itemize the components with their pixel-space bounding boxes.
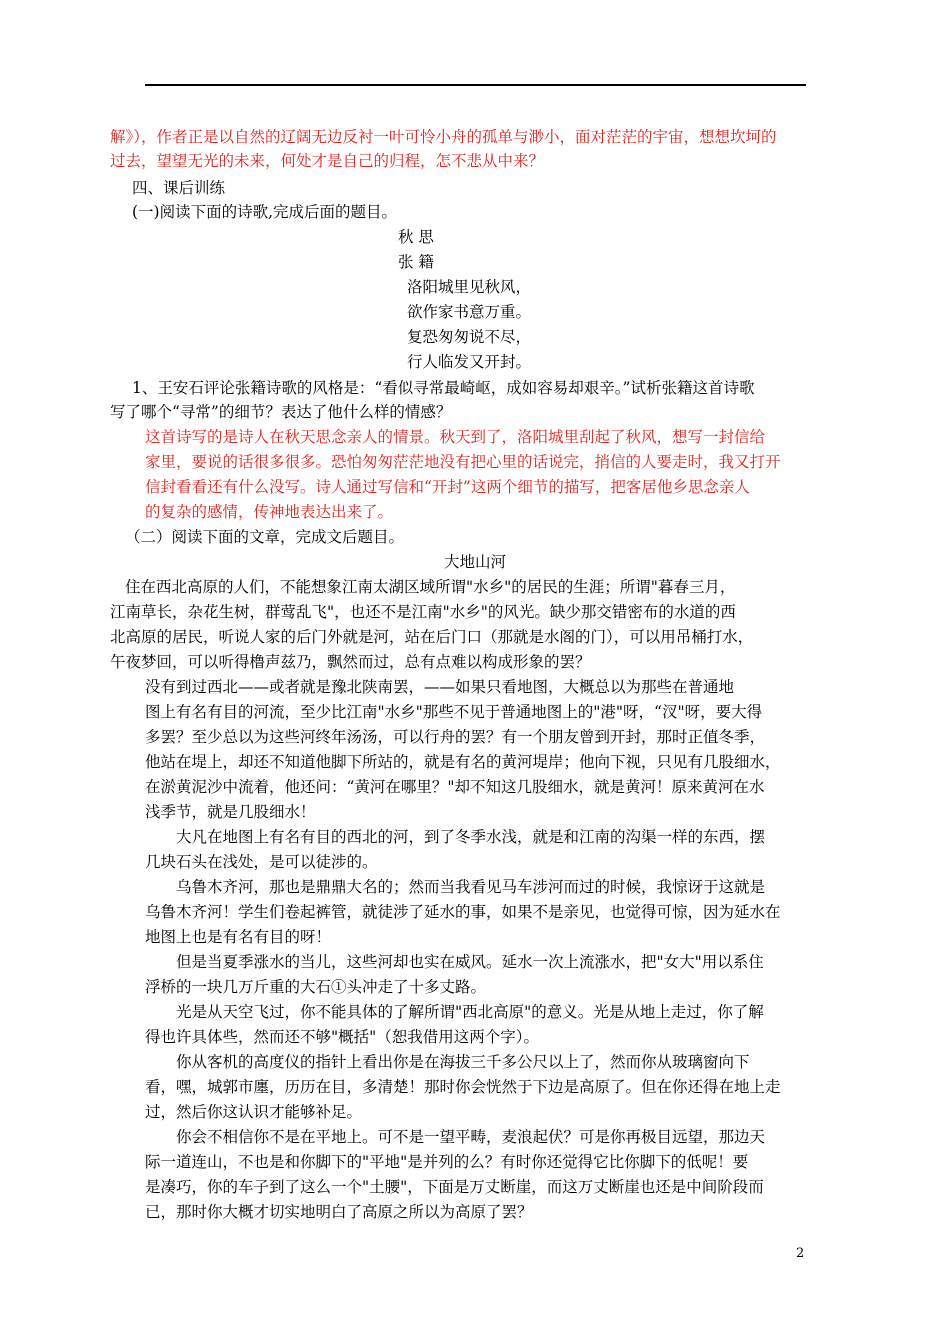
article-line: 午夜梦回，可以听得橹声兹乃，飘然而过，总有点难以构成形象的罢？ (110, 653, 591, 671)
header-rule (145, 84, 806, 86)
article-line: 浮桥的一块几万斤重的大石①头冲走了十多丈路。 (145, 978, 487, 996)
article-line: 地图上也是有名有目的呀！ (145, 928, 332, 946)
article-line: 他站在堤上，却还不知道他脚下所站的，就是有名的黄河堤岸；他向下视，只见有几股细水， (145, 753, 781, 771)
section-heading: 四、课后训练 (132, 179, 226, 197)
article-line: 际一道连山，不也是和你脚下的"平地"是并列的么？有时你还觉得它比你脚下的低呢！要 (145, 1153, 749, 1171)
part-intro: （二）阅读下面的文章，完成文后题目。 (125, 528, 405, 546)
article-line: 几块石头在浅处，是可以徒涉的。 (145, 853, 378, 871)
article-line: 是凑巧，你的车子到了这么一个"土腰"，下面是万丈断崖，而这万丈断崖也还是中间阶段而 (145, 1178, 764, 1196)
article-line: 过，然后你这认识才能够补足。 (145, 1103, 363, 1121)
article-line: 大凡在地图上有名有目的西北的河，到了冬季水浅，就是和江南的沟渠一样的东西，摆 (176, 828, 766, 846)
article-line: 江南草长，杂花生树，群莺乱飞"，也还不是江南"水乡"的风光。缺少那交错密布的水道的西 (110, 603, 736, 621)
answer-text-line: 解》），作者正是以自然的辽阔无边反衬一叶可怜小舟的孤单与渺小，面对茫茫的宇宙，想想坎坷的 (110, 128, 777, 146)
article-title: 大地山河 (443, 553, 506, 571)
article-line: 在淤黄泥沙中流着，他还问：“黄河在哪里？"却不知这几股细水，就是黄河！原来黄河在水 (145, 778, 765, 796)
article-line: 但是当夏季涨水的当儿，这些河却也实在威风。延水一次上流涨水，把"女大"用以系住 (176, 953, 764, 971)
article-line: 你从客机的高度仪的指针上看出你是在海拔三千多公尺以上了，然而你从玻璃窗向下 (176, 1053, 750, 1071)
article-line: 看，嘿，城郭市廛，历历在目，多清楚！那时你会恍然于下边是高原了。但在你还得在地上走 (145, 1078, 781, 1096)
article-line: 多罢？至少总以为这些河终年汤汤，可以行舟的罢？有一个朋友曾到开封，那时正值冬季， (145, 728, 766, 746)
answer-line: 的复杂的感情，传神地表达出来了。 (145, 503, 394, 521)
page-number: 2 (796, 1246, 805, 1261)
article-line: 乌鲁木齐河！学生们卷起裤管，就徒涉了延水的事，如果不是亲见，也觉得可惊，因为延水在 (145, 903, 781, 921)
answer-line: 家里，要说的话很多很多。恐怕匆匆茫茫地没有把心里的话说完，捎信的人要走时，我又打开 (145, 453, 781, 471)
poem-author: 张 籍 (398, 253, 434, 271)
article-line: 你会不相信你不是在平地上。可不是一望平畴，麦浪起伏？可是你再极目远望，那边天 (176, 1128, 766, 1146)
article-line: 已，那时你大概才切实地明白了高原之所以为高原了罢？ (145, 1203, 533, 1221)
article-line: 光是从天空飞过，你不能具体的了解所谓"西北高原"的意义。光是从地上走过，你了解 (176, 1003, 764, 1021)
poem-title: 秋 思 (398, 228, 434, 246)
poem-line: 欲作家书意万重。 (407, 303, 532, 321)
poem-line: 复恐匆匆说不尽， (407, 328, 532, 346)
question-line: 写了哪个“寻常”的细节？表达了他什么样的情感？ (110, 403, 452, 421)
article-line: 得也许具体些，然而还不够"概括"（恕我借用这两个字）。 (145, 1028, 540, 1046)
answer-line: 这首诗写的是诗人在秋天思念亲人的情景。秋天到了，洛阳城里刮起了秋风，想写一封信给 (145, 428, 766, 446)
article-line: 图上有名有目的河流，至少比江南"水乡"那些不见于普通地图上的"港"呀，“汊"呀，要大得 (145, 703, 763, 721)
answer-text-line: 过去，望望无光的未来，何处才是自己的归程，怎不悲从中来？ (110, 152, 545, 170)
part-intro: (一)阅读下面的诗歌,完成后面的题目。 (132, 203, 398, 221)
article-line: 乌鲁木齐河，那也是鼎鼎大名的；然而当我看见马车涉河而过的时候，我惊讶于这就是 (176, 878, 766, 896)
article-line: 住在西北高原的人们，不能想象江南太湖区域所谓"水乡"的居民的生涯；所谓"暮春三月， (125, 578, 736, 596)
poem-line: 洛阳城里见秋风， (407, 278, 532, 296)
question-line: 1、王安石评论张籍诗歌的风格是：“看似寻常最崎岖，成如容易却艰辛。”试析张籍这首诗歌 (132, 379, 755, 397)
poem-line: 行人临发又开封。 (407, 353, 532, 371)
article-line: 浅季节，就是几股细水！ (145, 803, 316, 821)
article-line: 没有到过西北——或者就是豫北陕南罢，——如果只看地图，大概总以为那些在普通地 (145, 678, 735, 696)
answer-line: 信封看看还有什么没写。诗人通过写信和“开封”这两个细节的描写，把客居他乡思念亲人 (145, 478, 750, 496)
article-line: 北高原的居民，听说人家的后门外就是河，站在后门口（那就是水阁的门），可以用吊桶打水， (110, 628, 754, 646)
